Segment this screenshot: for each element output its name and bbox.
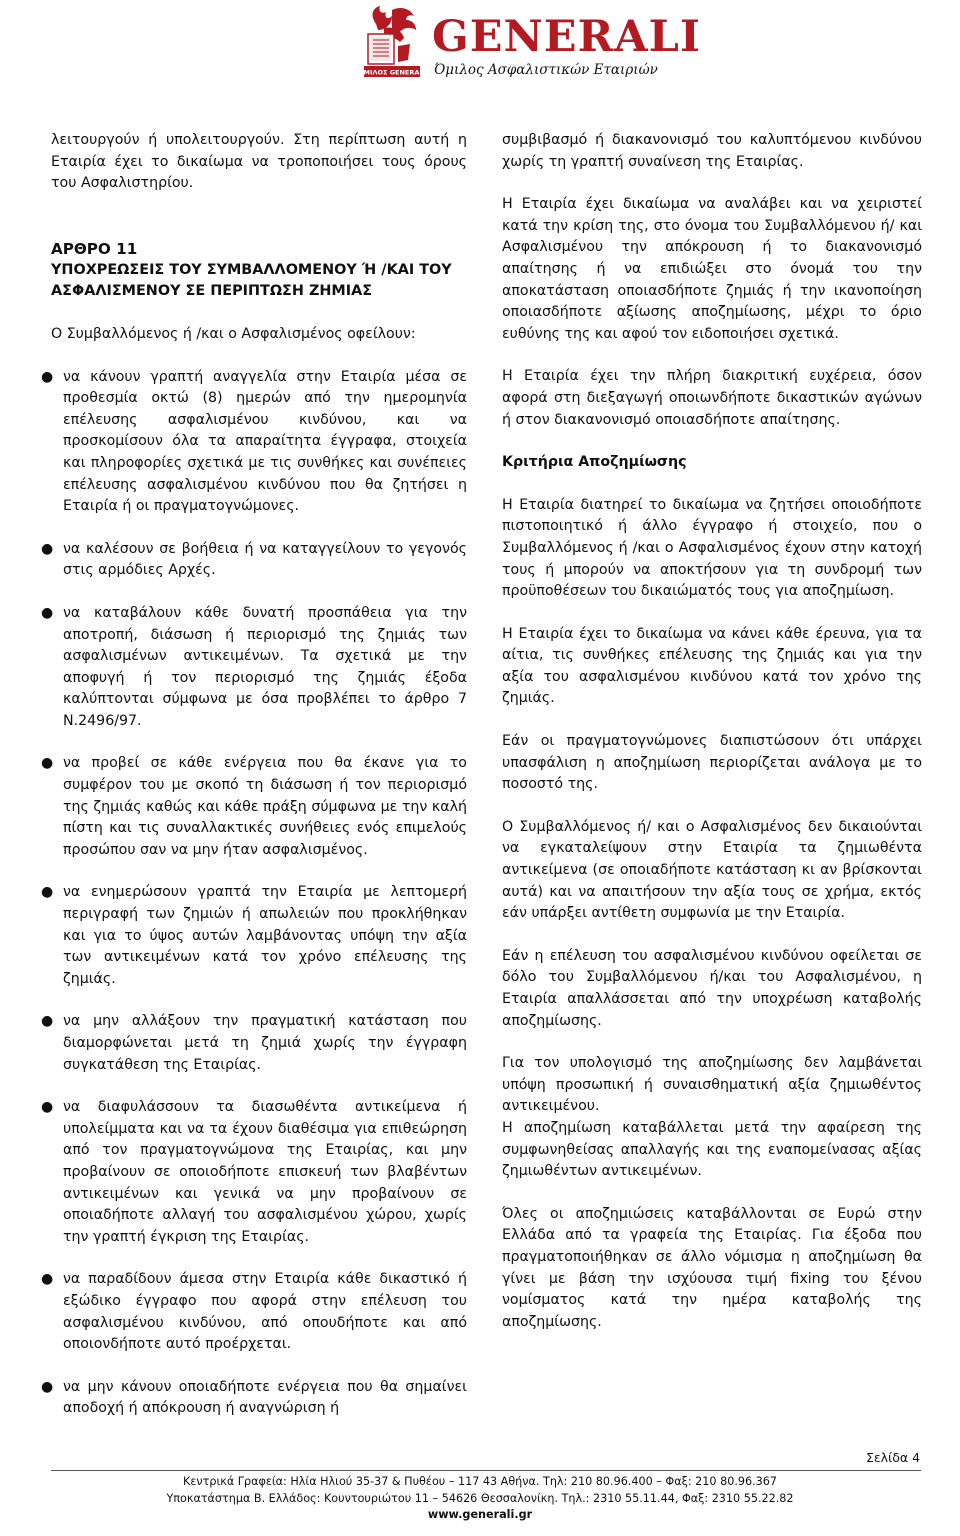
paragraph: Η αποζημίωση καταβάλλεται μετά την αφαίρεση της συμφωνηθείσας απαλλαγής και της εναπομείνασας αξίας ζημιωθέντων αντικειμένων. (502, 1119, 922, 1180)
bullet-icon: ● (41, 884, 54, 901)
page-header (0, 0, 960, 100)
left-column (41, 130, 467, 1441)
seal-text: ΟΜΙΛΟΣ GENERALI (358, 68, 426, 77)
list-item: ● να καταβάλουν κάθε δυνατή προσπάθεια για την αποτροπή, διάσωση ή περιορισμό της ζημιάς των ασφαλισμένων αντικειμένων. Τα σχετικά με την αποφυγή ή τον περιορισμό της ζημιάς έξοδα καλύπτονται σύμφωνα με όσα προβλέπει το άρθρο 7 Ν.2496/97. (41, 604, 467, 729)
brand-tagline: Όμιλος Ασφαλιστικών Εταιριών (434, 62, 658, 78)
bullet-icon: ● (41, 604, 54, 621)
right-column (502, 130, 922, 1354)
list-item: ● να διαφυλάσσουν τα διασωθέντα αντικείμενα ή υπολείμματα και να τα έχουν διαθέσιμα για επιθεώρηση από τον πραγματογνώμονα της Εταιρίας, και μην προβαίνουν σε οποιοδήποτε επισκευή των βλαβέντων αντικειμένων και γενικά να μην προβαίνουν σε οποιαδήποτε αλλαγή του ασφαλισμένου χώρου, χωρίς την γραπτή έγκριση της Εταιρίας. (41, 1099, 467, 1245)
bullet-icon: ● (41, 1099, 54, 1116)
footer-address-line: Κεντρικά Γραφεία: Ηλία Ηλιού 35-37 & Πυθέου – 117 43 Αθήνα. Τηλ: 210 80.96.400 – Φαξ: 210 80.96.367 (182, 1475, 778, 1488)
bullet-icon: ● (41, 755, 54, 772)
paragraph: Για τον υπολογισμό της αποζημίωσης δεν λαμβάνεται υπόψη προσωπική ή συναισθηματική αξία ζημιωθέντος αντικειμένου. (502, 1055, 922, 1115)
intro-paragraph: λειτουργούν ή υπολειτουργούν. Στη περίπτωση αυτή η Εταιρία έχει το δικαίωμα να τροποποιήσει τους όρους του Ασφαλιστηρίου. (51, 132, 467, 192)
paragraph: Η Εταιρία διατηρεί το δικαίωμα να ζητήσει οποιοδήποτε πιστοποιητικό ή άλλο έγγραφο ή στοιχείο, που ο Συμβαλλόμενος ή /και ο Ασφαλισμένος έχουν στην κατοχή τους ή μπορούν να αποκτήσουν για τη συνδρομή των προϋποθέσεων του δικαιώματός τους για αποζημίωση. (502, 496, 922, 600)
generali-lion-logo (358, 4, 426, 78)
list-item: ● να μην κάνουν οποιαδήποτε ενέργεια που θα σημαίνει αποδοχή ή απόκρουση ή αναγνώριση ή (41, 1378, 467, 1417)
footer-divider (51, 1470, 921, 1471)
bullet-icon: ● (41, 368, 54, 385)
paragraph: Ο Συμβαλλόμενος ή/ και ο Ασφαλισμένος δεν δικαιούνται να εγκαταλείψουν στην Εταιρία τα ζημιωθέντα αντικείμενα (σε οποιαδήποτε κατάσταση κι αν βρίσκονται αυτά) και να απαιτήσουν την αξία τους σε χρήμα, εκτός εάν υπάρξει αντίθετη συμφωνία με την Εταιρία. (502, 818, 922, 922)
list-item: ● να καλέσουν σε βοήθεια ή να καταγγείλουν το γεγονός στις αρμόδιες Αρχές. (41, 540, 467, 579)
obligations-list (41, 367, 467, 1420)
article-title: ΑΡΘΡΟ 11 (51, 239, 138, 258)
list-item: ● να κάνουν γραπτή αναγγελία στην Εταιρία μέσα σε προθεσμία οκτώ (8) ημερών από την ημερομηνία επέλευσης ασφαλισμένου κινδύνου, και να προσκομίσουν όλα τα απαραίτητα έγγραφα, στοιχεία και πληροφορίες σχετικά με τις συνθήκες και συνέπειες επέλευσης ασφαλισμένου κινδύνου που θα ζητήσει η Εταιρία ή οι πραγματογνώμονες. (41, 368, 467, 515)
paragraph: συμβιβασμό ή διακανονισμό του καλυπτόμενου κινδύνου χωρίς τη γραπτή συναίνεση της Εταιρίας. (502, 132, 922, 170)
bullet-icon: ● (41, 1378, 54, 1395)
footer-address-line: Υποκατάστημα Β. Ελλάδος: Κουντουριώτου 11 – 54626 Θεσσαλονίκη. Τηλ.: 2310 55.11.44, Φαξ: 2310 55.22.82 (166, 1491, 794, 1505)
paragraph: Όλες οι αποζημιώσεις καταβάλλονται σε Ευρώ στην Ελλάδα από τα γραφεία της Εταιρίας. Για έξοδα που πραγματοποιήθηκαν σε άλλο νόμισμα η αποζημίωση θα γίνει με βάση την ισχύουσα τιμή fixing του ξένου νομίσματος κατά την ημέρα καταβολής της αποζημίωσης. (502, 1205, 922, 1330)
paragraph: Εάν η επέλευση του ασφαλισμένου κινδύνου οφείλεται σε δόλο του Συμβαλλόμενου ή/και του Ασφαλισμένου, η Εταιρία απαλλάσσεται από την υποχρέωση καταβολής αποζημίωσης. (502, 947, 922, 1029)
paragraph: Η Εταιρία έχει το δικαίωμα να κάνει κάθε έρευνα, για τα αίτια, τις συνθήκες επέλευσης της ζημιάς και για την αξία του ασφαλισμένου κινδύνου κατά τον χρόνο της ζημιάς. (502, 625, 922, 707)
footer-website-link[interactable]: www.generali.gr (427, 1508, 533, 1521)
list-item: ● να παραδίδουν άμεσα στην Εταιρία κάθε δικαστικό ή εξώδικο έγγραφο που αφορά στην επέλευση του ασφαλισμένου κινδύνου, από οπουδήποτε και από οποιονδήποτε αυτό προέρχεται. (41, 1271, 467, 1353)
paragraph: Η Εταιρία έχει την πλήρη διακριτική ευχέρεια, όσον αφορά στη διεξαγωγή οποιωνδήποτε δικαστικών αγώνων ή στον διακανονισμό οποιασδήποτε απαίτησης. (502, 368, 922, 428)
list-item: ● να μην αλλάξουν την πραγματική κατάσταση που διαμορφώνεται μετά τη ζημιά χωρίς την έγγραφη συγκατάθεση της Εταιρίας. (41, 1013, 467, 1073)
bullet-icon: ● (41, 1271, 54, 1288)
list-item: ● να ενημερώσουν γραπτά την Εταιρία με λεπτομερή περιγραφή των ζημιών ή απωλειών που προκλήθηκαν και για το ύψος αυτών λαμβάνοντας υπόψη την αξία των αντικειμένων κατά τον χρόνο επέλευσης της ζημιάς. (41, 884, 467, 987)
bullet-icon: ● (41, 1013, 54, 1030)
brand-name: GENERALI (432, 12, 702, 62)
paragraph: Η Εταιρία έχει δικαίωμα να αναλάβει και να χειριστεί κατά την κρίση της, στο όνομα του Συμβαλλόμενου ή/ και Ασφαλισμένου την απόκρουση ή το διακανονισμό απαίτησης ή να επιδιώξει στο όνομά του την αποκατάσταση οποιασδήποτε ζημιάς ή την ικανοποίηση οποιασδήποτε αξίωσης αποζημίωσης, μέχρι το όριο ευθύνης της και αφού τον ειδοποιήσει σχετικά. (502, 196, 922, 342)
obligations-lead: Ο Συμβαλλόμενος ή /και ο Ασφαλισμένος οφείλουν: (51, 325, 416, 342)
bullet-icon: ● (41, 540, 54, 557)
list-item: ● να προβεί σε κάθε ενέργεια που θα έκανε για το συμφέρον του με σκοπό τη διάσωση ή τον περιορισμό της ζημιάς καθώς και κάθε πράξη σύμφωνα με την καλή πίστη και τις συναλλακτικές συνήθειες ενός επιμελούς προσώπου σαν να μην ήταν ασφαλισμένος. (41, 755, 467, 858)
page-number: Σελίδα 4 (866, 1450, 921, 1465)
article-subtitle: ΥΠΟΧΡΕΩΣΕΙΣ ΤΟΥ ΣΥΜΒΑΛΛΟΜΕΝΟΥ Ή /ΚΑΙ ΤΟΥ ΑΣΦΑΛΙΣΜΕΝΟΥ ΣΕ ΠΕΡΙΠΤΩΣΗ ΖΗΜΙΑΣ (51, 261, 452, 300)
page-footer (0, 1474, 960, 1524)
criteria-heading: Κριτήρια Αποζημίωσης (502, 454, 687, 471)
paragraph: Εάν οι πραγματογνώμονες διαπιστώσουν ότι υπάρχει υπασφάλιση η αποζημίωση περιορίζεται ανάλογα με το ποσοστό της. (502, 733, 922, 793)
